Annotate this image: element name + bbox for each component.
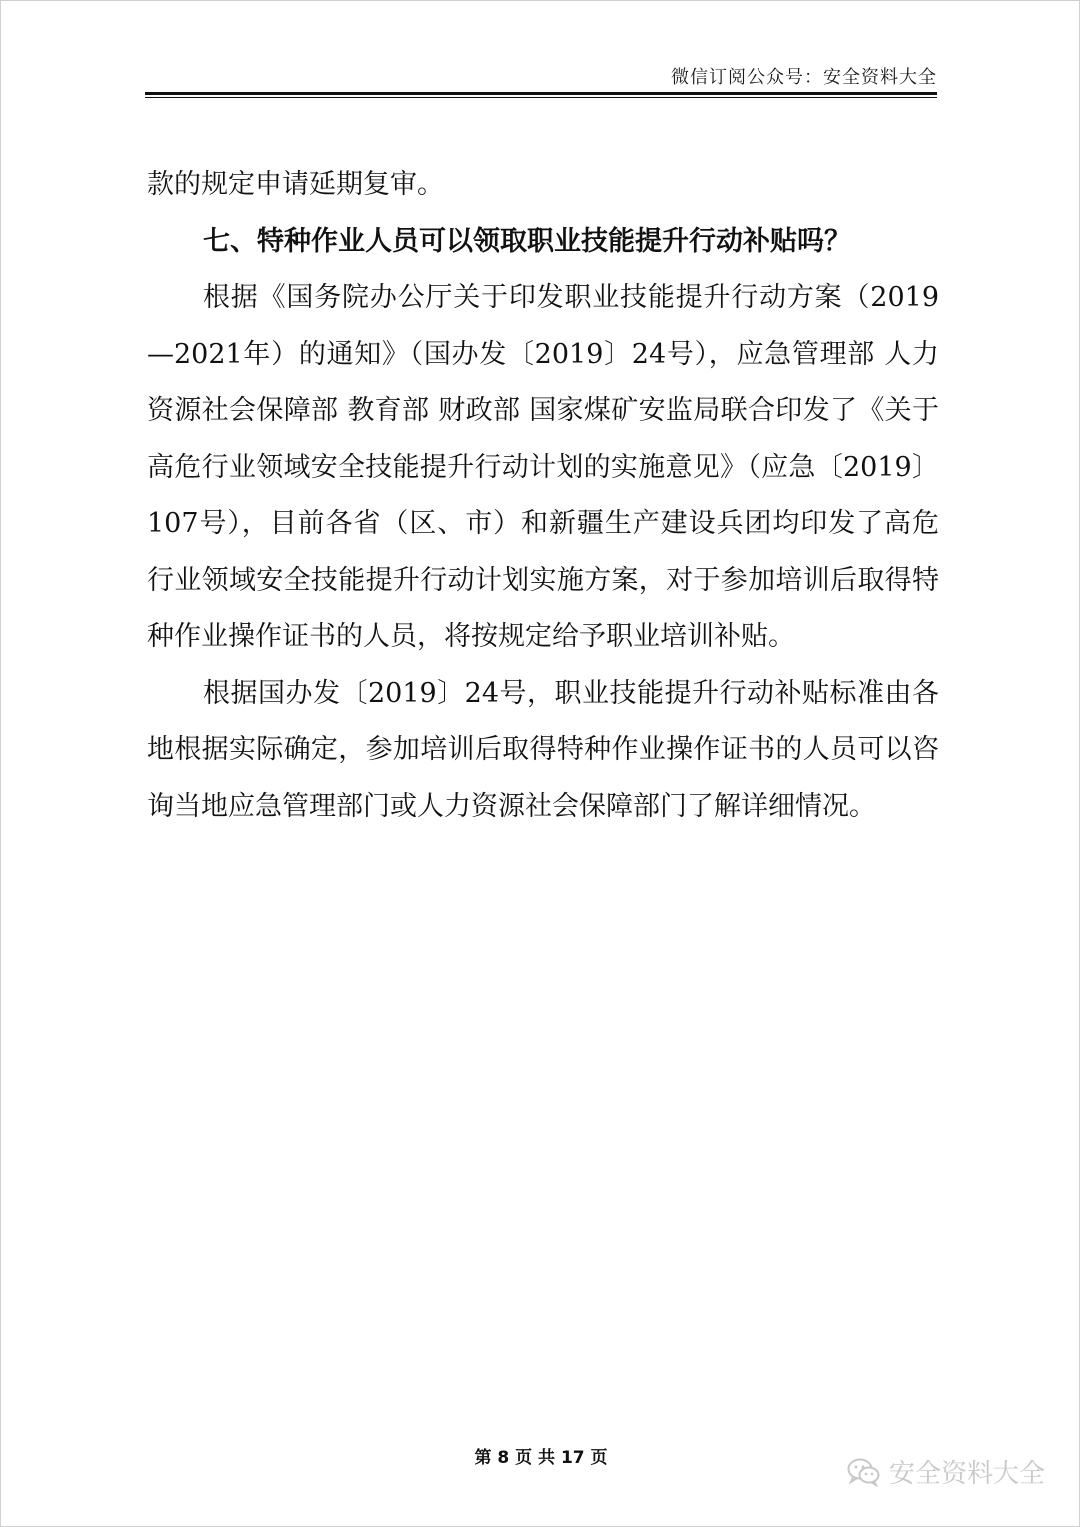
header-rule-thin xyxy=(145,97,937,98)
section-heading: 七、特种作业人员可以领取职业技能提升行动补贴吗？ xyxy=(203,225,851,257)
watermark-text: 安全资料大全 xyxy=(888,1459,1045,1489)
document-body xyxy=(147,157,939,835)
watermark xyxy=(847,1453,1045,1490)
paragraph-2: 根据国办发〔2019〕24号，职业技能提升行动补贴标准由各地根据实际确定，参加培训后取得特种作业操作证书的人员可以咨询当地应急管理部门或人力资源社会保障部门了解详细情况。 xyxy=(147,677,939,822)
page-number: 第 8 页 共 17 页 xyxy=(474,1448,608,1468)
header-rule-thick xyxy=(145,92,937,95)
page-header: 微信订阅公众号：安全资料大全 xyxy=(671,67,937,88)
wechat-icon xyxy=(847,1457,881,1487)
paragraph-continuation: 款的规定申请延期复审。 xyxy=(147,169,444,200)
paragraph-1: 根据《国务院办公厅关于印发职业技能提升行动方案（2019—2021年）的通知》（国办发〔2019〕24号），应急管理部 人力资源社会保障部 教育部 财政部 国家煤矿安监局联合印发了《关于高危行业领域安全技能提升行动计划的实施意见》（应急〔2019〕107号），目前各省（区、市）和新疆生产建设兵团均印发了高危行业领域安全技能提升行动计划实施方案，对于参加培训后取得特种作业操作证书的人员，将按规定给予职业培训补贴。 xyxy=(147,282,939,652)
